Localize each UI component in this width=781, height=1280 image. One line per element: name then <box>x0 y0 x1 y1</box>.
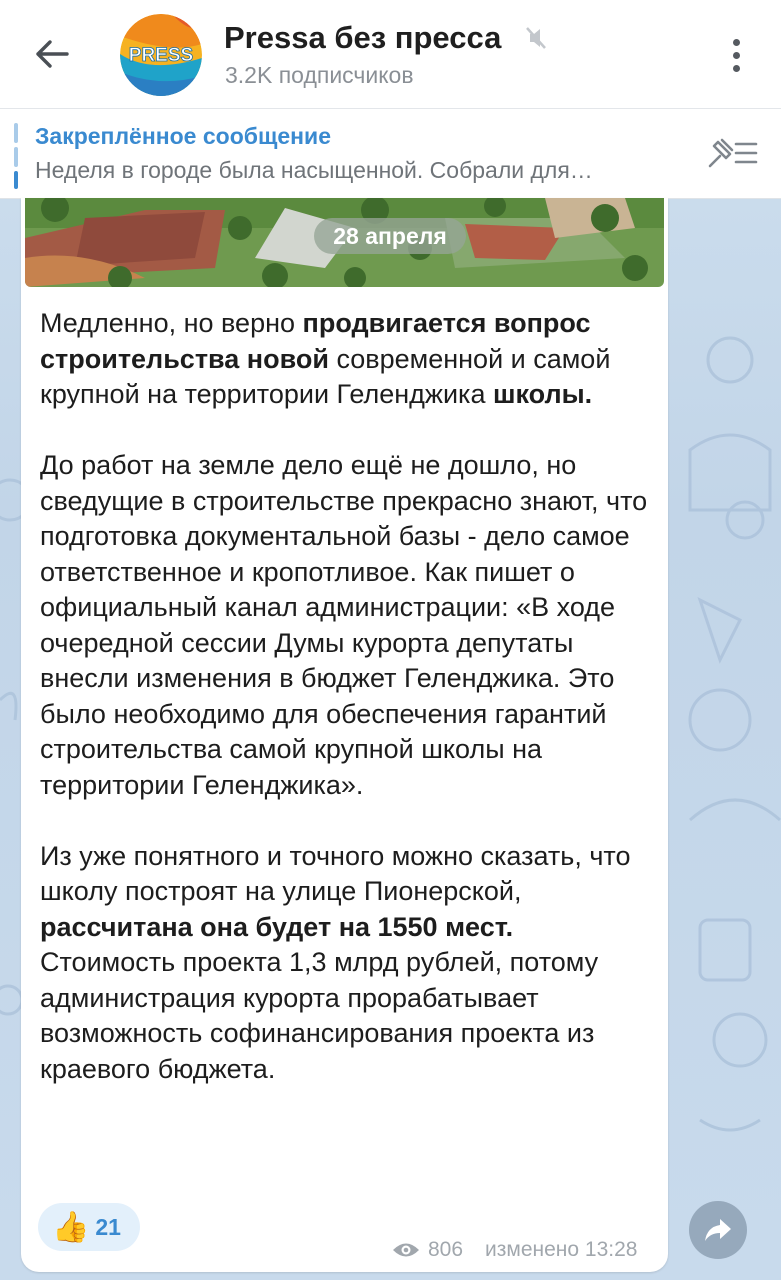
pinned-message-bar[interactable] <box>0 109 781 199</box>
thumbs-up-emoji: 👍 <box>52 1210 90 1244</box>
edited-time: изменено 13:28 <box>485 1238 638 1261</box>
unpin-list-icon[interactable] <box>704 132 760 172</box>
arrow-left-icon <box>35 39 69 69</box>
message-paragraph-1 <box>40 306 650 413</box>
p1-segment: современной и самой крупной на территории Геленджика <box>40 343 611 409</box>
message-meta <box>392 1238 637 1262</box>
views-eye-icon <box>392 1241 420 1259</box>
reaction-thumbs-up[interactable] <box>38 1203 140 1251</box>
more-vertical-icon[interactable] <box>716 30 756 80</box>
p3-segment: Из уже понятного и точного можно сказать, что школу построят на улице Пионерской, <box>40 840 631 906</box>
date-badge: 28 апреля <box>314 218 466 254</box>
p3-segment: рассчитана она будет на 1550 мест. <box>40 911 514 942</box>
share-button[interactable] <box>689 1201 747 1259</box>
p3-segment: Стоимость проекта 1,3 млрд рублей, потому администрация курорта прорабатывает возможность софинансирования проекта из краевого бюджета. <box>40 947 599 1084</box>
pinned-title: Закреплённое сообщение <box>35 123 331 149</box>
p1-segment: школы. <box>492 379 593 409</box>
pinned-text: Неделя в городе была насыщенной. Собрали для… <box>35 157 593 183</box>
chat-header <box>0 0 781 109</box>
subscribers-count: 3.2K подписчиков <box>225 62 414 88</box>
channel-title[interactable]: Pressa без пресса <box>224 20 502 55</box>
share-arrow-icon <box>703 1217 733 1243</box>
p1-segment: Медленно, но верно <box>40 308 303 338</box>
svg-text:PRESS: PRESS <box>128 45 194 66</box>
channel-avatar[interactable] <box>120 14 202 96</box>
message-paragraph-3 <box>40 839 650 1088</box>
press-logo-icon <box>120 14 202 96</box>
views-count: 806 <box>428 1238 464 1261</box>
p1-segment: продвигается вопрос строительства новой <box>40 308 591 374</box>
back-button[interactable] <box>26 28 78 80</box>
message-text <box>40 306 650 1087</box>
pinned-indicator <box>14 123 18 189</box>
message-paragraph-2: До работ на земле дело ещё не дошло, но сведущие в строительстве прекрасно знают, что подготовка документальной базы - дело самое ответственное и кропотливое. Как пишет о официальный канал администрации: «В ходе очередной сессии Думы курорта депутаты внесли изменения в бюджет Геленджика. Это было необходимо для обеспечения гарантий строительства самой крупной школы на территории Геленджика». <box>40 450 648 800</box>
muted-bell-icon <box>522 24 550 52</box>
reaction-count: 21 <box>95 1213 121 1240</box>
